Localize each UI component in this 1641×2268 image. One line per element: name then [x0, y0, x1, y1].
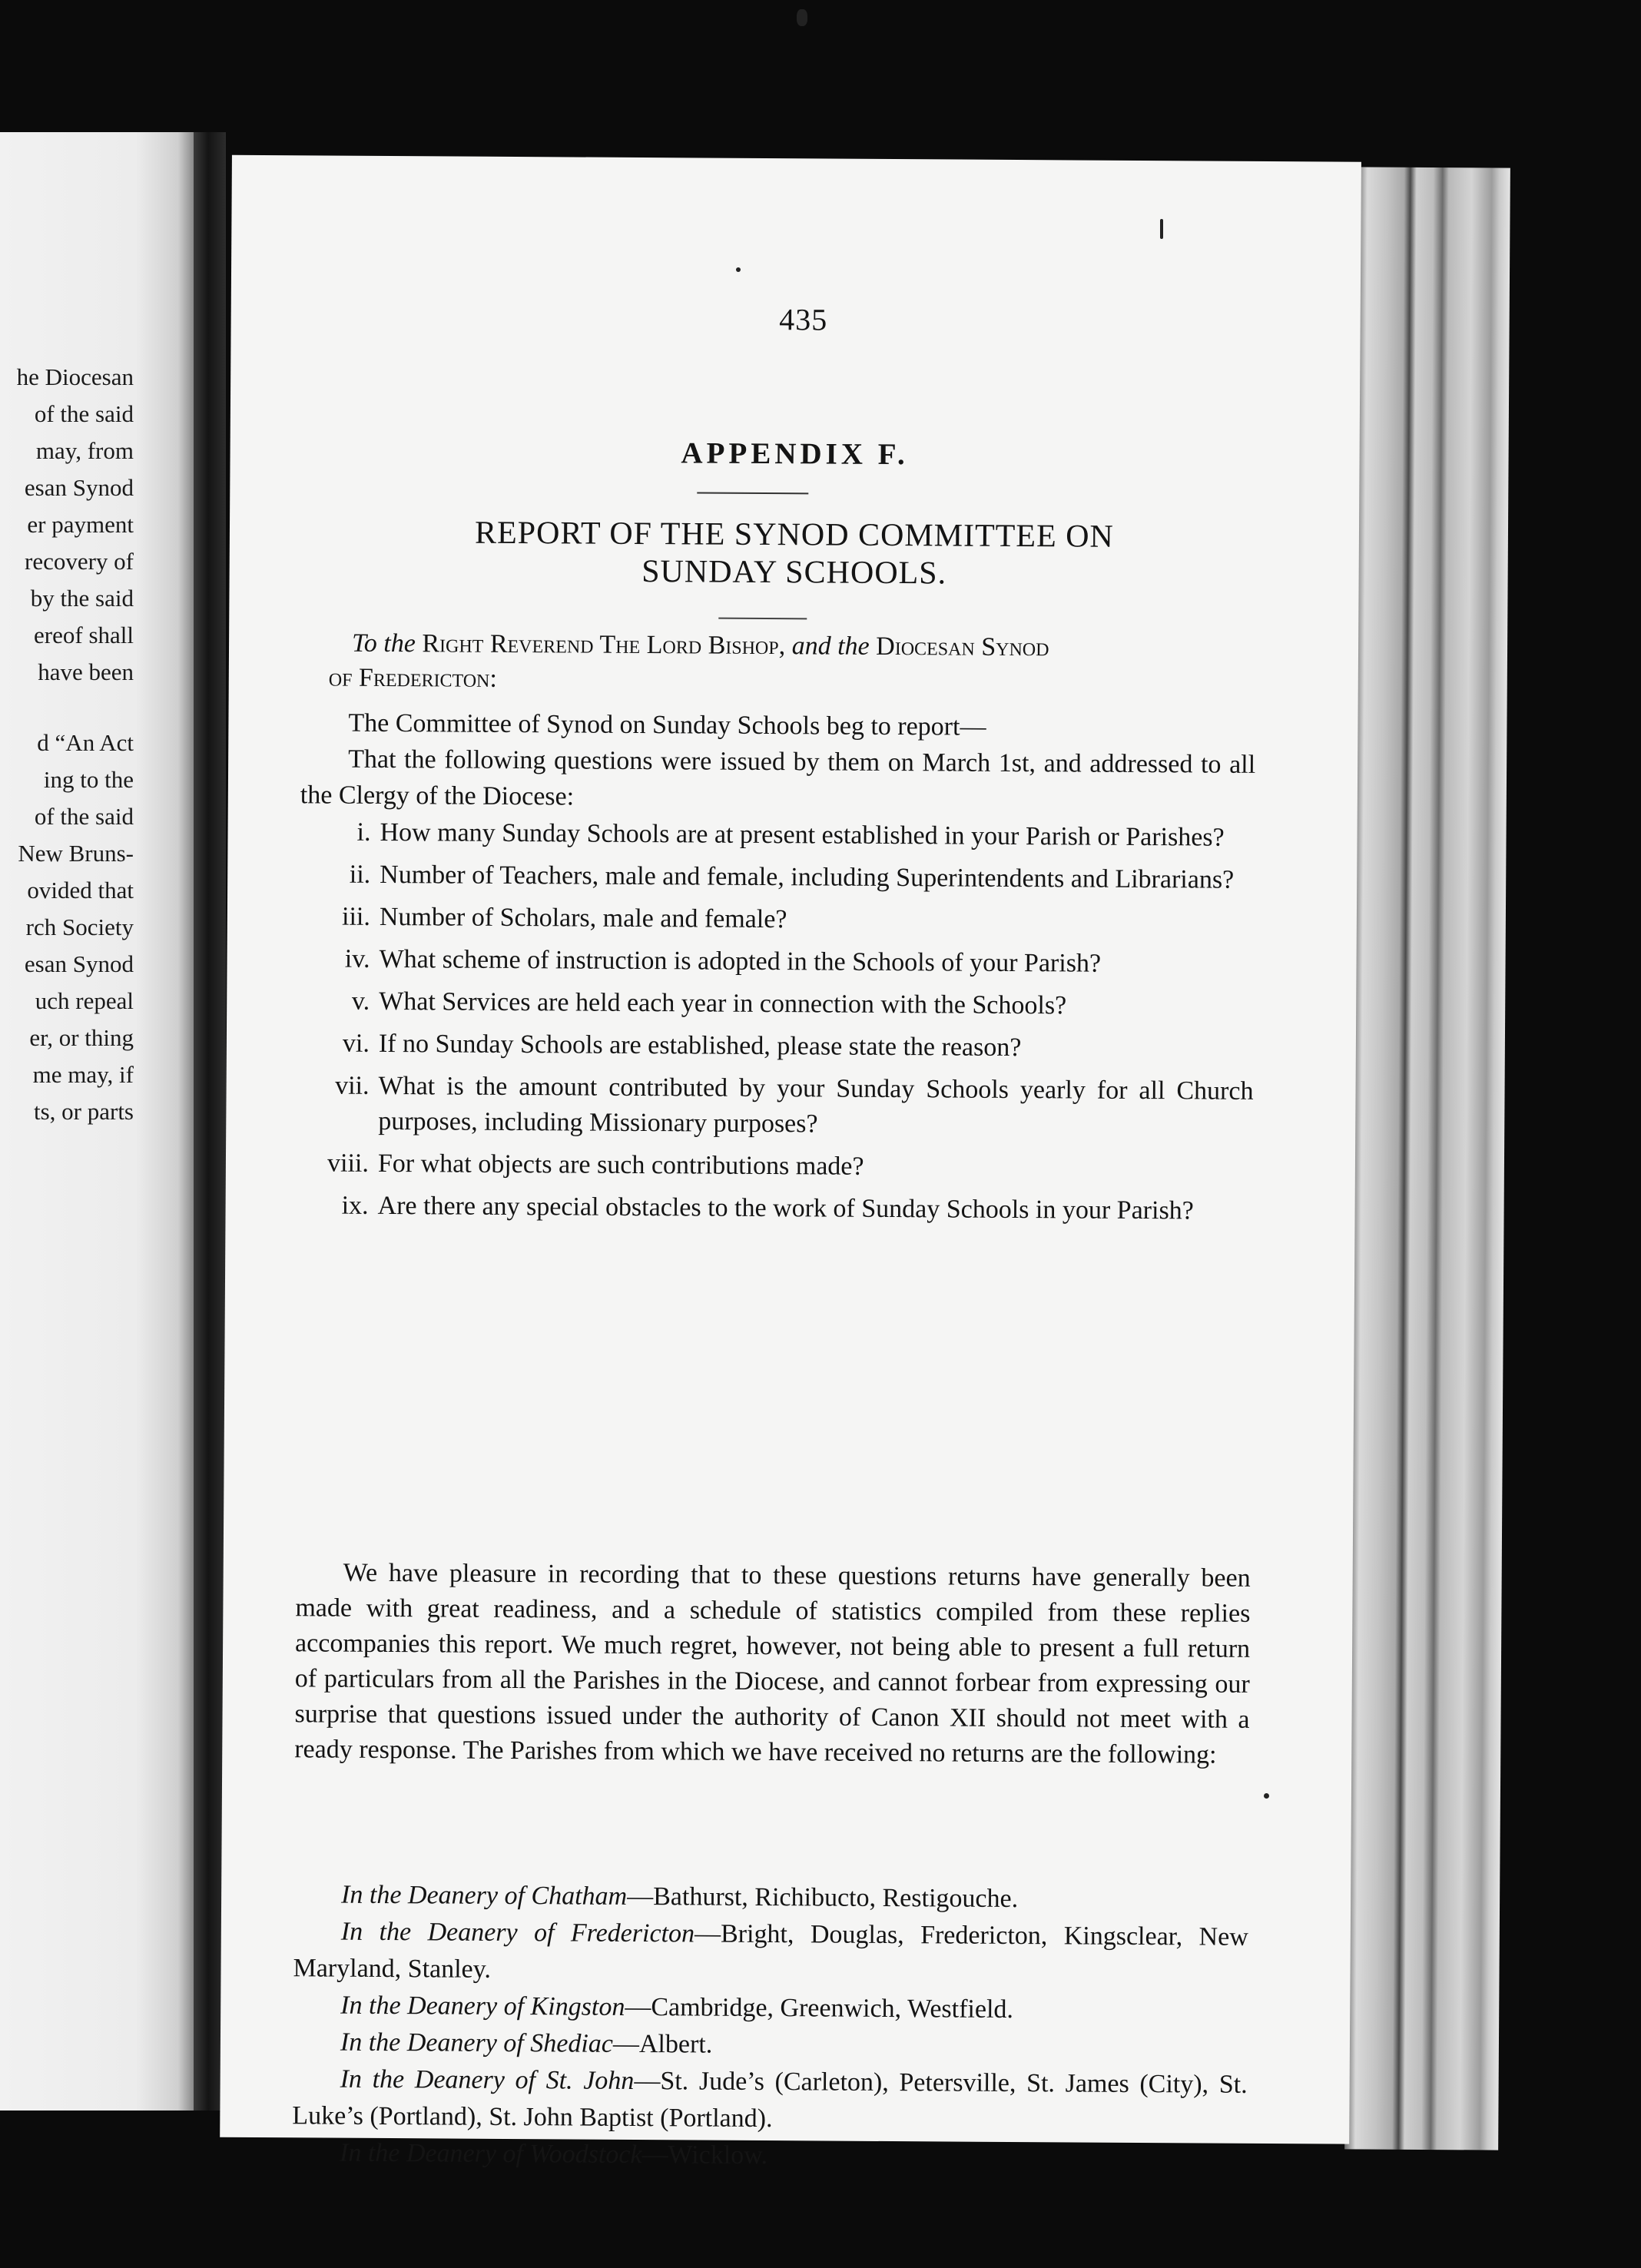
deanery-entry: [293, 2024, 1248, 2067]
left-line: ts, or parts: [33, 1098, 134, 1125]
question-item: [300, 814, 1255, 856]
deanery-entry: [293, 1913, 1248, 1993]
page-stack-edge: [1344, 167, 1510, 2150]
deanery-label: In the Deanery of Kingston: [340, 1991, 625, 2021]
right-page: [220, 155, 1361, 2170]
left-line: recovery of: [25, 548, 134, 575]
salutation-and: and the: [791, 632, 870, 661]
deanery-parishes: —Bathurst, Richibucto, Restigouche.: [627, 1882, 1019, 1914]
question-list: [297, 814, 1255, 1236]
left-line: esan Synod: [24, 474, 134, 501]
left-line: d “An Act: [37, 729, 134, 756]
divider-rule: [718, 618, 807, 620]
left-line: by the said: [30, 585, 134, 612]
intro-paragraph: That the following questions were issued by them on March 1st, and addressed to all the Clergy of the Diocese:: [300, 744, 1256, 811]
salutation-recipient: of Fredericton:: [328, 663, 498, 693]
question-item: [300, 899, 1255, 940]
question-number: i.: [356, 817, 371, 847]
deanery-entry: [293, 1987, 1248, 2030]
left-line: er, or thing: [29, 1024, 134, 1051]
salutation-to: To the: [351, 628, 416, 658]
question-text: Number of Teachers, male and female, including Superintendents and Librarians?: [380, 860, 1235, 894]
left-line: rch Society: [25, 914, 134, 940]
question-text: For what objects are such contributions made?: [377, 1149, 864, 1181]
deanery-parishes: —Cambridge, Greenwich, Westfield.: [625, 1992, 1014, 2024]
salutation-recipient: Diocesan Synod: [876, 632, 1049, 662]
left-line: ing to the: [43, 766, 134, 793]
question-item: [297, 1188, 1252, 1229]
deanery-parishes: —Wicklow.: [641, 2140, 768, 2170]
deanery-parishes: —Albert.: [612, 2029, 713, 2059]
deanery-entry: [292, 2061, 1248, 2140]
left-line: ereof shall: [34, 622, 134, 648]
question-item: [300, 857, 1255, 898]
paragraph-gap: [0, 691, 134, 724]
body-paragraph: We have pleasure in recording that to these questions returns have generally been made with great readiness, and a schedule of statistics compiled from these replies accompanies this report. We much regret, however, not being able to present a full return of particulars from all the Parishes in the Diocese, and cannot forbear from expressing our surprise that questions issued under the authority of Canon XII should not meet with a ready response. The Parishes from which we have received no returns are the following:: [294, 1558, 1251, 1769]
question-item: [298, 1068, 1254, 1145]
question-text: How many Sunday Schools are at present established in your Parish or Parishes?: [380, 817, 1225, 852]
left-line: er payment: [27, 511, 134, 538]
deanery-entry: [292, 2134, 1247, 2177]
question-number: iv.: [344, 944, 370, 973]
question-number: viii.: [327, 1149, 370, 1178]
left-facing-page: [0, 132, 194, 2110]
question-number: vii.: [335, 1071, 370, 1100]
left-line: of the said: [34, 400, 134, 427]
deanery-entry: [293, 1876, 1248, 1919]
divider-rule: [697, 492, 808, 494]
question-text: Are there any special obstacles to the work of Sunday Schools in your Parish?: [377, 1191, 1194, 1225]
scan-artifact: [1160, 219, 1163, 239]
question-number: ii.: [349, 860, 371, 889]
left-line: New Bruns-: [18, 840, 134, 867]
left-line: have been: [38, 658, 134, 685]
question-item: [299, 983, 1254, 1025]
deanery-parishes: —Bright, Douglas, Fredericton, Kingsclear, New Maryland, Stanley.: [293, 1919, 1248, 1984]
left-line: uch repeal: [35, 987, 134, 1014]
appendix-heading: APPENDIX F.: [681, 436, 909, 472]
left-line: of the said: [34, 803, 134, 830]
book-gutter: [194, 132, 226, 2110]
page-number: 435: [779, 302, 828, 337]
left-line: may, from: [35, 437, 134, 464]
question-text: What is the amount contributed by your Sunday Schools yearly for all Church purposes, including Missionary purposes?: [378, 1071, 1254, 1139]
deanery-list: [292, 1876, 1248, 2177]
question-number: iii.: [341, 902, 371, 931]
scan-artifact: [797, 9, 807, 26]
scan-artifact: [736, 267, 741, 272]
question-number: v.: [351, 986, 370, 1016]
question-number: vi.: [342, 1029, 370, 1058]
question-item: [299, 1026, 1254, 1067]
deanery-label: In the Deanery of Chatham: [341, 1880, 628, 1911]
deanery-label: In the Deanery of Fredericton: [340, 1917, 695, 1948]
left-line: ovided that: [27, 877, 134, 904]
question-item: [299, 941, 1254, 983]
intro-paragraph: The Committee of Synod on Sunday Schools beg to report—: [348, 708, 986, 741]
question-text: What scheme of instruction is adopted in the Schools of your Parish?: [379, 944, 1102, 978]
deanery-label: In the Deanery of Shediac: [340, 2028, 614, 2058]
left-line: he Diocesan: [16, 363, 134, 390]
report-title-line-2: SUNDAY SCHOOLS.: [641, 554, 947, 592]
deanery-parishes: —St. Jude’s (Carleton), Petersville, St. James (City), St. Luke’s (Portland), St. John Baptist (Portland).: [292, 2066, 1248, 2134]
scan-artifact: [1264, 1793, 1269, 1799]
question-item: [298, 1146, 1253, 1187]
question-text: What Services are held each year in connection with the Schools?: [379, 986, 1067, 1020]
left-line: me may, if: [32, 1061, 134, 1088]
deanery-label: In the Deanery of St. John: [340, 2064, 635, 2095]
report-title-line-1: REPORT OF THE SYNOD COMMITTEE ON: [474, 515, 1114, 555]
left-line: esan Synod: [24, 950, 134, 977]
question-number: ix.: [341, 1191, 369, 1220]
question-text: If no Sunday Schools are established, please state the reason?: [378, 1029, 1022, 1063]
left-page-text: [0, 359, 134, 1130]
deanery-label: In the Deanery of Woodstock: [339, 2138, 642, 2170]
salutation: [304, 625, 1242, 700]
salutation-recipient: Right Reverend The Lord Bishop,: [422, 629, 786, 661]
question-text: Number of Scholars, male and female?: [379, 902, 787, 934]
